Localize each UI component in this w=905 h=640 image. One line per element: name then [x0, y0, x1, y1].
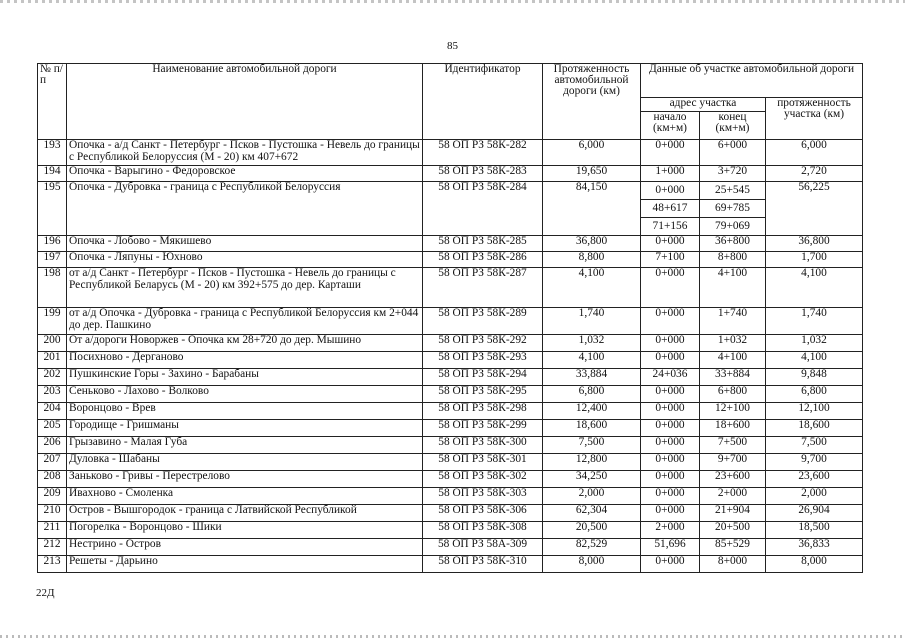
row-num: 198 [38, 268, 67, 308]
section-start: 0+000 [641, 308, 700, 335]
row-num: 205 [38, 420, 67, 437]
section-length: 8,000 [766, 556, 863, 573]
header-name: Наименование автомобильной дороги [67, 64, 423, 140]
road-length: 62,304 [543, 505, 641, 522]
table-row [38, 522, 863, 539]
row-num: 211 [38, 522, 67, 539]
road-length: 4,100 [543, 352, 641, 369]
section-end: 9+700 [700, 454, 766, 471]
road-id: 58 ОП РЗ 58К-298 [423, 403, 543, 420]
row-num: 204 [38, 403, 67, 420]
table-row [38, 140, 863, 166]
road-id: 58 ОП РЗ 58К-299 [423, 420, 543, 437]
scan-edge-top [0, 0, 905, 3]
road-id: 58 ОП РЗ 58К-282 [423, 140, 543, 166]
table-row [38, 539, 863, 556]
road-length: 1,032 [543, 335, 641, 352]
scan-edge-bottom [0, 635, 905, 638]
road-length: 12,400 [543, 403, 641, 420]
header-end: конец (км+м) [700, 112, 766, 140]
row-num: 194 [38, 166, 67, 182]
section-length: 2,720 [766, 166, 863, 182]
header-section: Данные об участке автомобильной дороги [641, 64, 863, 98]
section-length: 1,700 [766, 252, 863, 268]
road-name: Опочка - Дубровка - граница с Республикой Белоруссия [67, 182, 423, 236]
road-name: Остров - Вышгородок - граница с Латвийской Республикой [67, 505, 423, 522]
table-row [38, 505, 863, 522]
section-end: 18+600 [700, 420, 766, 437]
section-start: 51,696 [641, 539, 700, 556]
road-id: 58 ОП РЗ 58К-284 [423, 182, 543, 236]
road-name: от а/д Опочка - Дубровка - граница с Республикой Белоруссия км 2+044 до дер. Пашкино [67, 308, 423, 335]
road-length: 6,000 [543, 140, 641, 166]
road-id: 58 ОП РЗ 58К-303 [423, 488, 543, 505]
table-row [38, 352, 863, 369]
road-length: 20,500 [543, 522, 641, 539]
road-name: Пушкинские Горы - Захино - Барабаны [67, 369, 423, 386]
row-num: 199 [38, 308, 67, 335]
road-id: 58 ОП РЗ 58К-301 [423, 454, 543, 471]
section-start: 24+036 [641, 369, 700, 386]
road-name: Грызавино - Малая Губа [67, 437, 423, 454]
section-length: 23,600 [766, 471, 863, 488]
section-start: 0+000 [641, 420, 700, 437]
table-row [38, 308, 863, 335]
section-end: 79+069 [715, 220, 750, 232]
road-name: Решеты - Дарьино [67, 556, 423, 573]
road-length: 2,000 [543, 488, 641, 505]
road-id: 58 ОП РЗ 58К-289 [423, 308, 543, 335]
row-num: 201 [38, 352, 67, 369]
table-row [38, 182, 863, 236]
road-name: Дуловка - Шабаны [67, 454, 423, 471]
table-row [38, 335, 863, 352]
road-id: 58 ОП РЗ 58К-285 [423, 236, 543, 252]
road-id: 58 ОП РЗ 58А-309 [423, 539, 543, 556]
section-end: 4+100 [700, 268, 766, 308]
road-length: 34,250 [543, 471, 641, 488]
page-number: 85 [447, 40, 458, 52]
roads-table [37, 63, 863, 573]
road-id: 58 ОП РЗ 58К-295 [423, 386, 543, 403]
section-length: 36,833 [766, 539, 863, 556]
table-row [38, 488, 863, 505]
section-end: 33+884 [700, 369, 766, 386]
section-start-list [641, 182, 700, 236]
road-name: Опочка - а/д Санкт - Петербург - Псков - Пустошка - Невель до границы с Республикой Белоруссия (М - 20) км 407+672 [67, 140, 423, 166]
section-end: 36+800 [700, 236, 766, 252]
row-num: 197 [38, 252, 67, 268]
section-start: 0+000 [641, 556, 700, 573]
section-length: 56,225 [766, 182, 863, 236]
table-row [38, 454, 863, 471]
road-id: 58 ОП РЗ 58К-293 [423, 352, 543, 369]
row-num: 200 [38, 335, 67, 352]
road-name: Нестрино - Остров [67, 539, 423, 556]
road-name: Городище - Гришманы [67, 420, 423, 437]
section-length: 26,904 [766, 505, 863, 522]
section-start: 0+000 [641, 335, 700, 352]
section-length: 7,500 [766, 437, 863, 454]
section-start: 0+000 [641, 505, 700, 522]
road-length: 8,000 [543, 556, 641, 573]
road-name: Сеньково - Лахово - Волково [67, 386, 423, 403]
table-row [38, 471, 863, 488]
section-start: 0+000 [641, 488, 700, 505]
header-id: Идентификатор [423, 64, 543, 140]
table-row [38, 437, 863, 454]
row-num: 203 [38, 386, 67, 403]
section-end: 7+500 [700, 437, 766, 454]
section-end: 6+800 [700, 386, 766, 403]
row-num: 213 [38, 556, 67, 573]
section-start: 0+000 [641, 140, 700, 166]
section-start: 0+000 [641, 386, 700, 403]
road-length: 33,884 [543, 369, 641, 386]
road-name: Погорелка - Воронцово - Шики [67, 522, 423, 539]
section-length: 18,600 [766, 420, 863, 437]
section-end: 85+529 [700, 539, 766, 556]
section-end: 3+720 [700, 166, 766, 182]
footer-mark: 22Д [36, 587, 55, 599]
road-length: 82,529 [543, 539, 641, 556]
road-length: 19,650 [543, 166, 641, 182]
section-length: 18,500 [766, 522, 863, 539]
road-name: Опочка - Лобово - Мякишево [67, 236, 423, 252]
section-start: 0+000 [641, 454, 700, 471]
road-id: 58 ОП РЗ 58К-283 [423, 166, 543, 182]
road-length: 36,800 [543, 236, 641, 252]
road-id: 58 ОП РЗ 58К-300 [423, 437, 543, 454]
section-end: 21+904 [700, 505, 766, 522]
section-start: 0+000 [641, 403, 700, 420]
section-end-list [700, 182, 766, 236]
road-id: 58 ОП РЗ 58К-310 [423, 556, 543, 573]
row-num: 208 [38, 471, 67, 488]
section-length: 4,100 [766, 352, 863, 369]
section-start: 0+000 [641, 268, 700, 308]
road-length: 7,500 [543, 437, 641, 454]
section-length: 1,740 [766, 308, 863, 335]
road-name: Опочка - Ляпуны - Юхново [67, 252, 423, 268]
section-length: 6,000 [766, 140, 863, 166]
section-end: 1+740 [700, 308, 766, 335]
road-name: Ивахново - Смоленка [67, 488, 423, 505]
section-length: 36,800 [766, 236, 863, 252]
section-length: 9,848 [766, 369, 863, 386]
table-row [38, 556, 863, 573]
section-length: 1,032 [766, 335, 863, 352]
road-length: 4,100 [543, 268, 641, 308]
road-name: Опочка - Варыгино - Федоровское [67, 166, 423, 182]
table-row [38, 252, 863, 268]
road-id: 58 ОП РЗ 58К-292 [423, 335, 543, 352]
road-name: Заньково - Гривы - Перестрелово [67, 471, 423, 488]
section-start: 7+100 [641, 252, 700, 268]
row-num: 210 [38, 505, 67, 522]
row-num: 202 [38, 369, 67, 386]
section-end: 69+785 [700, 200, 765, 218]
section-start: 0+000 [641, 236, 700, 252]
row-num: 196 [38, 236, 67, 252]
header-length: Протяженность автомобильной дороги (км) [543, 64, 641, 140]
header-address: адрес участка [641, 98, 766, 112]
table-row [38, 386, 863, 403]
section-length: 2,000 [766, 488, 863, 505]
row-num: 212 [38, 539, 67, 556]
road-length: 6,800 [543, 386, 641, 403]
road-id: 58 ОП РЗ 58К-287 [423, 268, 543, 308]
table-row [38, 403, 863, 420]
road-name: Посихново - Дерганово [67, 352, 423, 369]
section-start: 0+000 [641, 471, 700, 488]
section-length: 9,700 [766, 454, 863, 471]
section-end: 1+032 [700, 335, 766, 352]
road-length: 84,150 [543, 182, 641, 236]
section-start: 2+000 [641, 522, 700, 539]
section-start: 0+000 [641, 352, 700, 369]
road-name: От а/дороги Новоржев - Опочка км 28+720 до дер. Мышино [67, 335, 423, 352]
row-num: 207 [38, 454, 67, 471]
header-start: начало (км+м) [641, 112, 700, 140]
section-end: 8+000 [700, 556, 766, 573]
row-num: 209 [38, 488, 67, 505]
table-row [38, 420, 863, 437]
header-section-length: протяженность участка (км) [766, 98, 863, 140]
road-length: 12,800 [543, 454, 641, 471]
section-start: 1+000 [641, 166, 700, 182]
road-length: 8,800 [543, 252, 641, 268]
row-num: 193 [38, 140, 67, 166]
road-id: 58 ОП РЗ 58К-306 [423, 505, 543, 522]
table-row [38, 268, 863, 308]
section-end: 8+800 [700, 252, 766, 268]
section-end: 25+545 [700, 182, 765, 200]
road-name: Воронцово - Врев [67, 403, 423, 420]
section-start: 0+000 [641, 182, 699, 200]
road-id: 58 ОП РЗ 58К-286 [423, 252, 543, 268]
table-row [38, 369, 863, 386]
table-row [38, 236, 863, 252]
section-length: 12,100 [766, 403, 863, 420]
row-num: 195 [38, 182, 67, 236]
header-num: № п/п [38, 64, 67, 140]
section-end: 23+600 [700, 471, 766, 488]
road-id: 58 ОП РЗ 58К-302 [423, 471, 543, 488]
table-row [38, 166, 863, 182]
road-length: 1,740 [543, 308, 641, 335]
section-length: 4,100 [766, 268, 863, 308]
section-end: 12+100 [700, 403, 766, 420]
road-name: от а/д Санкт - Петербург - Псков - Пустошка - Невель до границы с Республикой Беларусь (М - 20) км 392+575 до дер. Карташи [67, 268, 423, 308]
road-length: 18,600 [543, 420, 641, 437]
section-end: 20+500 [700, 522, 766, 539]
section-length: 6,800 [766, 386, 863, 403]
section-start: 48+617 [641, 200, 699, 218]
section-start: 0+000 [641, 437, 700, 454]
road-id: 58 ОП РЗ 58К-308 [423, 522, 543, 539]
section-end: 6+000 [700, 140, 766, 166]
section-end: 4+100 [700, 352, 766, 369]
section-start: 71+156 [652, 220, 688, 232]
row-num: 206 [38, 437, 67, 454]
section-end: 2+000 [700, 488, 766, 505]
road-id: 58 ОП РЗ 58К-294 [423, 369, 543, 386]
